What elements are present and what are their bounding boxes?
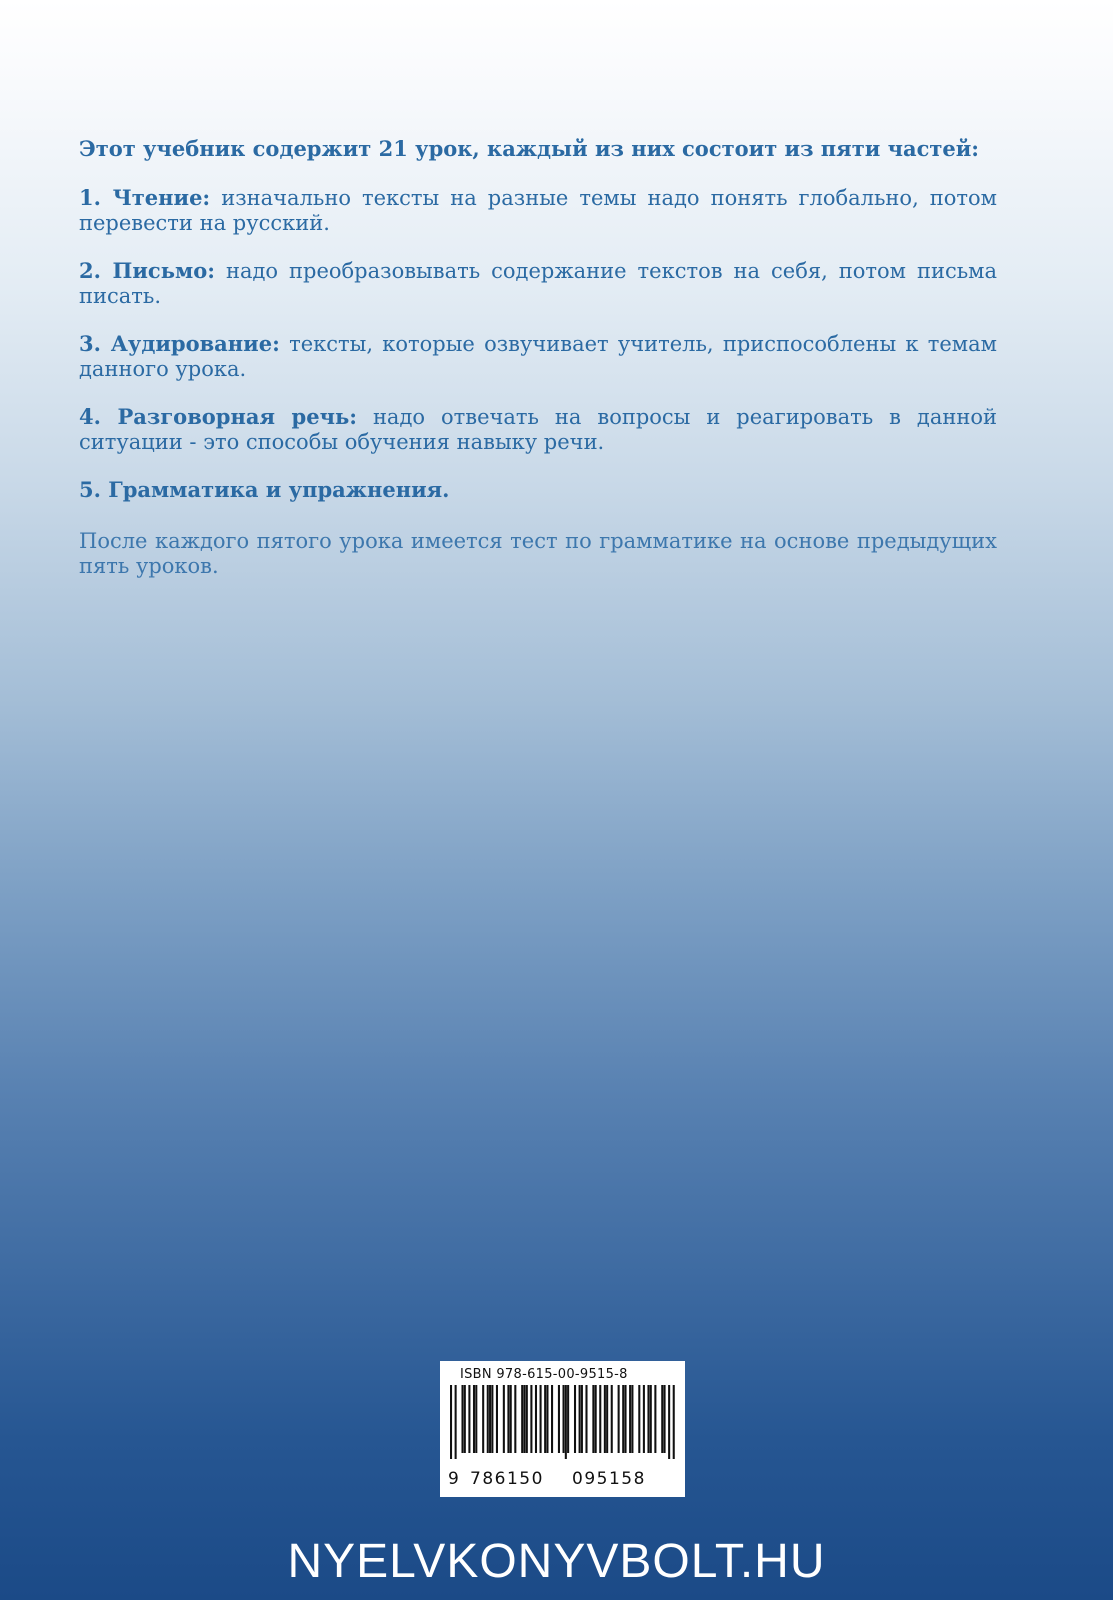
barcode-bar — [579, 1385, 581, 1453]
barcode-bar — [450, 1385, 452, 1459]
barcode-bar — [595, 1385, 597, 1453]
barcode-bar — [574, 1385, 576, 1453]
watermark-text: NYELVKONYVBOLT.HU — [287, 1535, 826, 1588]
barcode-bar — [604, 1385, 606, 1453]
barcode-bar — [622, 1385, 624, 1453]
barcode-bar — [563, 1385, 565, 1453]
barcode-bar — [599, 1385, 601, 1453]
outro-text: После каждого пятого урока имеется тест по грамматике на основе предыдущих пять уроков. — [79, 529, 997, 578]
barcode-bar — [514, 1385, 516, 1453]
part-body: надо преобразовывать содержание текстов на себя, потом письма писать. — [79, 259, 997, 308]
barcode-bar — [475, 1385, 477, 1453]
part-body: тексты, которые озвучивает учитель, приспособлены к темам данного урока. — [79, 332, 997, 381]
part-heading: 5. Грамматика и упражнения. — [79, 477, 450, 502]
barcode-bar — [461, 1385, 463, 1453]
barcode-digit-first: 9 — [448, 1469, 459, 1489]
barcode-bar — [673, 1385, 675, 1459]
barcode-bar — [546, 1385, 548, 1453]
part-writing — [79, 258, 997, 309]
barcode-bar — [624, 1385, 626, 1453]
barcode-bar — [468, 1385, 470, 1453]
barcode-bar — [668, 1385, 670, 1459]
part-heading: 4. Разговорная речь: — [79, 404, 357, 429]
barcode-bar — [487, 1385, 489, 1453]
part-grammar — [79, 477, 997, 503]
barcode-bar — [661, 1385, 663, 1453]
barcode-bar — [489, 1385, 491, 1453]
barcode-bar — [654, 1385, 656, 1453]
part-speaking — [79, 404, 997, 455]
part-body: изначально тексты на разные темы надо понять глобально, потом перевести на русский. — [79, 186, 997, 235]
barcode-bar — [507, 1385, 509, 1453]
barcode-bar — [558, 1385, 560, 1453]
barcode-bar — [464, 1385, 466, 1453]
part-listening — [79, 331, 997, 382]
barcode-bar — [526, 1385, 528, 1453]
barcode-digits-left: 786150 — [470, 1469, 544, 1489]
barcode-bar — [592, 1385, 594, 1453]
barcode-bar — [629, 1385, 631, 1453]
barcode-bar — [611, 1385, 613, 1453]
barcode-digits — [448, 1469, 677, 1491]
barcode-bar — [455, 1385, 457, 1459]
barcode-bar — [618, 1385, 620, 1453]
barcode-bar — [647, 1385, 649, 1453]
barcode-bar — [565, 1385, 567, 1459]
barcode-bar — [664, 1385, 666, 1453]
isbn-barcode — [440, 1361, 685, 1497]
barcode-bar — [585, 1385, 587, 1453]
barcode-bar — [638, 1385, 640, 1453]
barcode-bar — [567, 1385, 569, 1453]
barcode-bar — [521, 1385, 523, 1453]
barcode-bar — [491, 1385, 493, 1453]
barcode-bar — [503, 1385, 505, 1453]
barcode-bar — [473, 1385, 475, 1453]
part-body: надо отвечать на вопросы и реагировать в данной ситуации - это способы обучения навыку речи. — [79, 405, 997, 454]
barcode-bar — [496, 1385, 498, 1453]
barcode-bar — [482, 1385, 484, 1453]
part-heading: 3. Аудирование: — [79, 331, 280, 356]
barcode-bar — [631, 1385, 633, 1453]
barcode-bar — [510, 1385, 512, 1453]
barcode-bar — [523, 1385, 525, 1453]
part-heading: 1. Чтение: — [79, 185, 211, 210]
barcode-bar — [540, 1385, 542, 1453]
part-reading — [79, 185, 997, 236]
barcode-bars — [450, 1385, 675, 1459]
part-heading: 2. Письмо: — [79, 258, 215, 283]
intro-text: Этот учебник содержит 21 урок, каждый из них состоит из пяти частей: — [79, 136, 980, 161]
barcode-bar — [650, 1385, 652, 1453]
barcode-bar — [535, 1385, 537, 1453]
barcode-bar — [530, 1385, 532, 1453]
description-text — [79, 136, 997, 579]
barcode-bar — [581, 1385, 583, 1453]
barcode-bar — [551, 1385, 553, 1453]
isbn-label: ISBN 978-615-00-9515-8 — [460, 1367, 628, 1382]
barcode-digits-right: 095158 — [572, 1469, 646, 1489]
barcode-bar — [643, 1385, 645, 1453]
barcode-bar — [544, 1385, 546, 1453]
barcode-bar — [606, 1385, 608, 1453]
